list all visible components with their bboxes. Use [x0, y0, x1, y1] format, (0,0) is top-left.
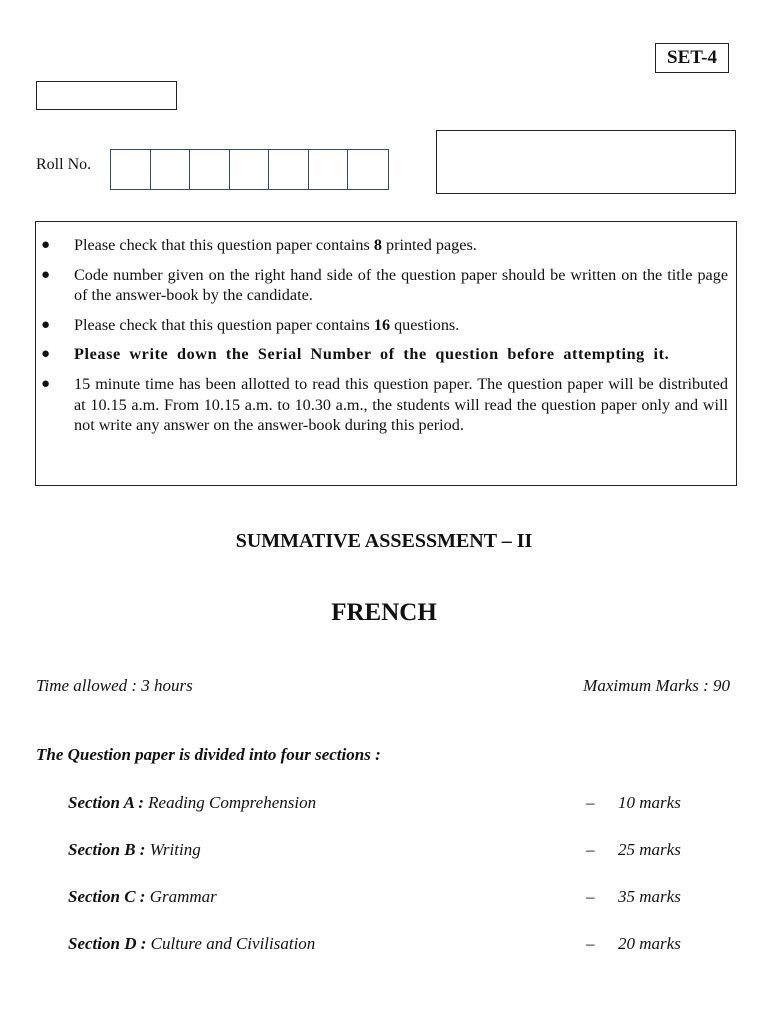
instruction-item — [36, 235, 728, 256]
instruction-item — [36, 374, 728, 436]
instruction-text: Code number given on the right hand side of the question paper should be written on the title page of the answer-book by the candidate. — [74, 265, 728, 305]
instruction-text: printed pages. — [381, 236, 477, 254]
bullet-icon: ● — [41, 375, 51, 392]
roll-number-boxes — [110, 149, 389, 190]
roll-number-cell — [111, 150, 151, 189]
maximum-marks: Maximum Marks : 90 — [583, 676, 730, 695]
section-row — [68, 793, 708, 815]
roll-number-cell — [151, 150, 191, 189]
instruction-bold: 8 — [373, 236, 382, 254]
roll-number-cell — [269, 150, 309, 189]
section-row — [68, 840, 708, 862]
section-name: Reading Comprehension — [143, 793, 317, 812]
instruction-bold: 16 — [373, 315, 391, 334]
roll-number-cell — [348, 150, 388, 189]
section-marks: 20 marks — [618, 934, 681, 953]
instruction-item — [36, 344, 728, 365]
sections-heading: The Question paper is divided into four sections : — [36, 745, 381, 764]
section-label: Section B : — [68, 840, 146, 859]
roll-number-cell — [230, 150, 270, 189]
section-label: Section C : — [68, 887, 146, 906]
time-allowed: Time allowed : 3 hours — [36, 676, 193, 695]
section-name: Grammar — [145, 887, 217, 906]
section-dash: – — [586, 840, 595, 859]
instructions-box — [35, 221, 737, 486]
section-label: Section D : — [68, 934, 147, 953]
bullet-icon: ● — [41, 266, 51, 283]
section-label: Section A : — [68, 793, 144, 812]
assessment-title: SUMMATIVE ASSESSMENT – II — [235, 530, 533, 552]
section-name: Writing — [145, 840, 201, 859]
roll-number-label: Roll No. — [36, 156, 92, 173]
bullet-icon: ● — [41, 237, 51, 253]
instruction-text: questions. — [390, 315, 460, 334]
subject-title: FRENCH — [331, 599, 437, 626]
instructions-list — [36, 235, 728, 436]
instruction-text: 15 minute time has been allotted to read this question paper. The question paper will be distributed at 10.15 a.m. From 10.15 a.m. to 10.30 a.m., the students will read the question paper only and will not write any answer on the answer-book during this period. — [74, 374, 728, 435]
roll-number-cell — [190, 150, 230, 189]
code-number-box — [36, 81, 177, 110]
section-marks: 35 marks — [618, 887, 681, 906]
instruction-text: Please check that this question paper contains — [74, 236, 374, 254]
section-name: Culture and Civilisation — [146, 934, 316, 953]
section-dash: – — [586, 934, 595, 953]
bullet-icon: ● — [41, 316, 51, 333]
section-marks: 25 marks — [618, 840, 681, 859]
section-dash: – — [586, 793, 595, 812]
instruction-bold: Please write down the Serial Number of the question before attempting it. — [74, 345, 670, 364]
instruction-text: Please check that this question paper contains — [74, 315, 374, 334]
section-row — [68, 934, 708, 956]
instruction-item — [36, 265, 728, 306]
roll-number-cell — [309, 150, 349, 189]
instruction-item — [36, 315, 728, 336]
section-marks: 10 marks — [618, 793, 681, 812]
section-dash: – — [586, 887, 595, 906]
section-row — [68, 887, 708, 909]
signature-box — [436, 130, 736, 194]
bullet-icon: ● — [41, 346, 51, 363]
set-number-badge: SET-4 — [655, 43, 729, 73]
